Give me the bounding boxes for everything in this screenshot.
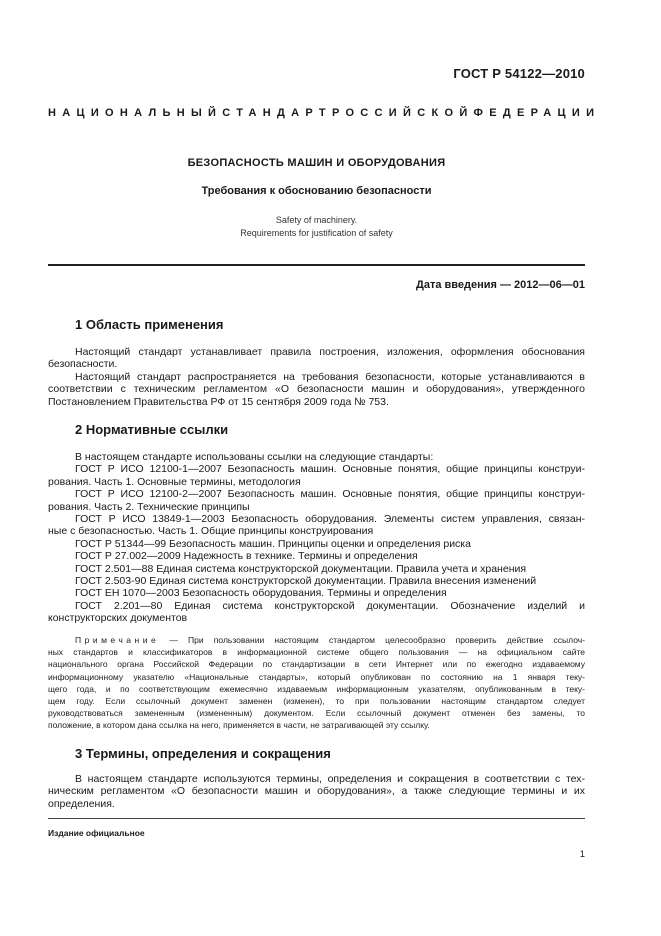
- reference-line: ные с безопасностью. Часть 1. Общие принципы конструирования: [48, 525, 374, 538]
- text-line: соответствии с техническим регламентом «О безопасности машин и оборудования», утвержденного: [48, 383, 585, 396]
- section-1-heading: 1 Область применения: [75, 317, 224, 332]
- reference-line: конструкторских документов: [48, 612, 188, 625]
- reference-line: ГОСТ 2.501—88 Единая система конструкторской документации. Правила учета и хранения: [75, 562, 527, 575]
- reference-line: ГОСТ 2.503-90 Единая система конструкторской документации. Правила внесения изменений: [75, 575, 537, 588]
- text-line: Настоящий стандарт устанавливает правила построения, изложения, оформления обоснования: [75, 346, 585, 358]
- note-line: положение, в котором дана ссылка на него, применяется в части, не затрагивающей эту ссылку.: [48, 720, 430, 731]
- gost-number: ГОСТ Р 54122—2010: [453, 66, 585, 81]
- page-number: 1: [579, 849, 585, 860]
- note-line: — При пользовании настоящим стандартом целесообразно проверить действие ссылоч-: [159, 635, 585, 645]
- english-title: [48, 214, 585, 240]
- text-line: определения.: [48, 797, 115, 810]
- reference-line: ГОСТ Р ИСО 12100-1—2007 Безопасность машин. Основные понятия, общие принципы конструи-: [75, 463, 585, 476]
- section-1-paragraph-2: [48, 371, 585, 408]
- national-standard-banner: [48, 107, 601, 119]
- section-3-heading: 3 Термины, определения и сокращения: [75, 746, 331, 761]
- note-label: Примечание: [75, 635, 160, 645]
- text-line: В настоящем стандарте используются термины, определения и сокращения в соответствии с тех-: [75, 773, 585, 785]
- banner-word: СТАНДАРТ: [222, 107, 332, 119]
- text-line: ническим регламентом «О безопасности машин и оборудования», а также следующие термины и их: [48, 785, 585, 798]
- reference-line: ГОСТ Р ИСО 13849-1—2003 Безопасность оборудования. Элементы систем управления, связан-: [75, 513, 585, 526]
- note-line: руководствоваться замененным (измененным) документом. Если ссылочный документ отменен без замены, то: [48, 708, 585, 719]
- banner-word: НАЦИОНАЛЬНЫЙ: [48, 107, 223, 119]
- reference-line: ГОСТ 2.201—80 Единая система конструкторской документации. Обозначение изделий и: [75, 599, 585, 612]
- section-1-paragraph-1: [48, 346, 585, 371]
- english-title-line: Safety of machinery.: [275, 215, 358, 225]
- note-line: щем году. Если ссылочный документ заменен (изменен), то при пользовании настоящим стандартом следует: [48, 696, 585, 707]
- reference-line: В настоящем стандарте использованы ссылки на следующие стандарты:: [75, 451, 434, 463]
- text-line: безопасности.: [48, 358, 118, 371]
- official-edition-label: Издание официальное: [48, 828, 145, 838]
- note-block: [48, 634, 585, 732]
- banner-word: ФЕДЕРАЦИИ: [473, 107, 601, 119]
- text-line: Постановлением Правительства РФ от 15 сентября 2009 года № 753.: [48, 395, 389, 408]
- reference-line: рования. Часть 2. Технические принципы: [48, 500, 250, 513]
- section-2-heading: 2 Нормативные ссылки: [75, 422, 229, 437]
- reference-line: ГОСТ Р 27.002—2009 Надежность в технике. Термины и определения: [75, 550, 418, 563]
- reference-line: рования. Часть 1. Основные термины, методология: [48, 475, 301, 488]
- header-divider: [48, 264, 585, 266]
- reference-line: ГОСТ ЕН 1070—2003 Безопасность оборудования. Термины и определения: [75, 587, 447, 600]
- introduction-date: Дата введения — 2012—06—01: [416, 279, 585, 291]
- note-line: ных стандартов и классификаторов в информационной системе общего пользования — на официальном сайте: [48, 647, 585, 658]
- note-line: национального органа Российской Федерации по стандартизации в сети Интернет или по ежегодно издаваемому: [48, 659, 585, 670]
- banner-word: РОССИЙСКОЙ: [331, 107, 474, 119]
- section-3-paragraph: [48, 773, 585, 810]
- note-line: щего года, и по соответствующим ежемесячно издаваемым информационным указателям, опубликованным в теку-: [48, 683, 585, 694]
- text-line: Настоящий стандарт распространяется на требования безопасности, которые устанавливаются в: [75, 371, 585, 383]
- note-line: информационному указателю «Национальные стандарты», который опубликован по состоянию на 1 января теку-: [48, 671, 585, 682]
- document-title: БЕЗОПАСНОСТЬ МАШИН И ОБОРУДОВАНИЯ: [187, 157, 446, 169]
- reference-line: ГОСТ Р 51344—99 Безопасность машин. Принципы оценки и определения риска: [75, 537, 471, 550]
- english-title-line: Requirements for justification of safety: [240, 228, 393, 238]
- document-subtitle: Требования к обоснованию безопасности: [201, 185, 432, 197]
- reference-line: ГОСТ Р ИСО 12100-2—2007 Безопасность машин. Основные понятия, общие принципы конструи-: [75, 488, 585, 501]
- footer-divider: [48, 818, 585, 819]
- normative-references-list: [48, 451, 585, 625]
